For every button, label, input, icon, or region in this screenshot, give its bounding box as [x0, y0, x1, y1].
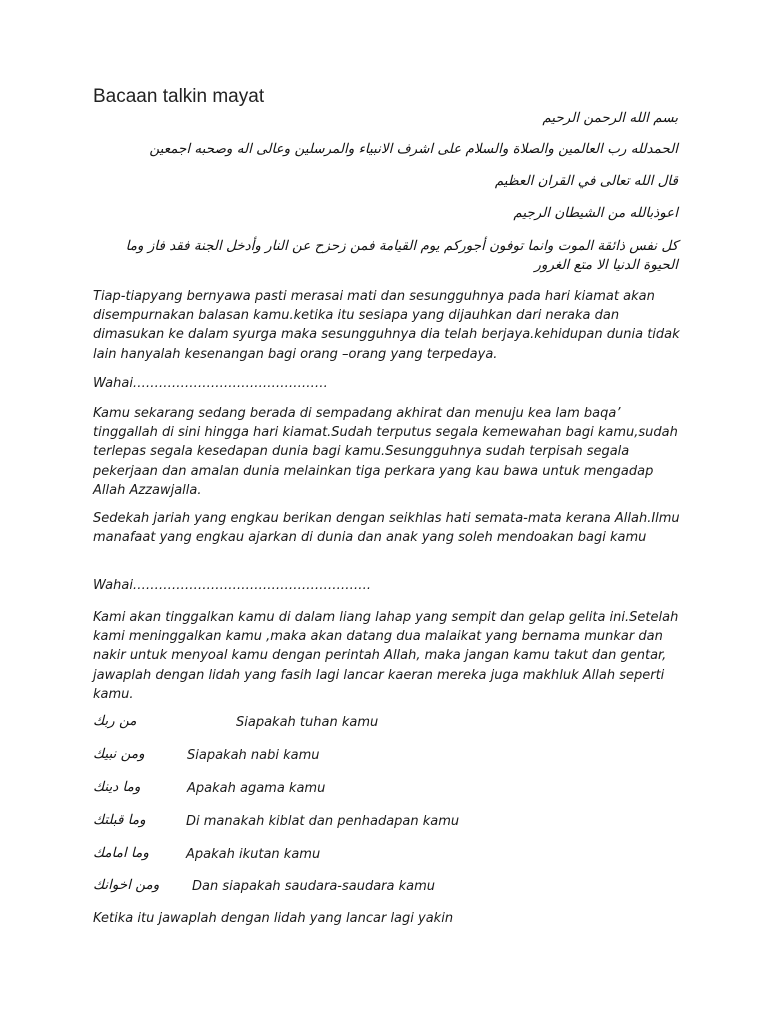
- arabic-qala-allah: قال الله تعالى في القران العظيم: [494, 173, 678, 189]
- question-arabic: وما قبلتك: [93, 812, 146, 828]
- question-arabic: وما دينك: [93, 779, 141, 795]
- arabic-basmalah: بسم الله الرحمن الرحيم: [542, 110, 678, 126]
- paragraph-wahai-2: Wahai……………………………………………….: [93, 578, 372, 593]
- question-arabic: ومن اخوانك: [93, 877, 160, 893]
- question-arabic: ومن نبيك: [93, 746, 145, 762]
- question-arabic: من ربك: [93, 713, 137, 729]
- paragraph-tiap-tiap: Tiap-tiapyang bernyawa pasti merasai mati dan sesungguhnya pada hari kiamat akan disempurnakan balasan kamu.ketika itu sesiapa yang dijauhkan dari neraka dan dimasukan ke dalam syurga maka sesungguhnya dia telah berjaya.kehidupan dunia tidak lain hanyalah kesenangan bagi orang –orang yang terpedaya.: [93, 289, 680, 362]
- question-row: [93, 845, 693, 865]
- paragraph-wahai-1: Wahai………………………………………: [93, 376, 328, 391]
- page-title: Bacaan talkin mayat: [93, 86, 265, 107]
- question-row: [93, 779, 693, 799]
- question-answer: Apakah ikutan kamu: [186, 847, 321, 862]
- arabic-hamdalah: الحمدلله رب العالمين والصلاة والسلام على اشرف الانبياء والمرسلين وعالى اله وصحبه اجمعين: [149, 141, 678, 157]
- question-answer: Apakah agama kamu: [187, 781, 326, 796]
- question-answer: Siapakah nabi kamu: [187, 748, 320, 763]
- question-row: [93, 812, 693, 832]
- question-answer: Siapakah tuhan kamu: [236, 715, 379, 730]
- question-row: [93, 746, 693, 766]
- arabic-taawwudh: اعوذبالله من الشيطان الرجيم: [513, 205, 678, 221]
- paragraph-kamu-sekarang: Kamu sekarang sedang berada di sempadang akhirat dan menuju kea lam baqa’ tinggallah di sini hingga hari kiamat.Sudah terputus segala kemewahan bagi kamu,sudah terlepas segala kesedapan dunia bagi kamu.Sesungguhnya sudah terpisah segala pekerjaan dan amalan dunia melainkan tiga perkara yang kau bawa untuk mengadap Allah Azzawjalla.: [93, 406, 678, 498]
- arabic-verse: كل نفس ذائقة الموت وانما توفون أجوركم يوم القيامة فمن زحزح عن النار وأدخل الجنة فقد فاز وما الحيوة الدنيا الا متع الغرور: [125, 238, 678, 273]
- closing-line: Ketika itu jawaplah dengan lidah yang lancar lagi yakin: [93, 911, 454, 926]
- question-answer: Di manakah kiblat dan penhadapan kamu: [186, 814, 460, 829]
- question-row: [93, 877, 693, 897]
- question-answer: Dan siapakah saudara-saudara kamu: [192, 879, 436, 894]
- paragraph-sedekah: Sedekah jariah yang engkau berikan dengan seikhlas hati semata-mata kerana Allah.Ilmu manafaat yang engkau ajarkan di dunia dan anak yang soleh mendoakan bagi kamu: [93, 511, 680, 546]
- question-arabic: وما امامك: [93, 845, 149, 861]
- paragraph-kami-akan: Kami akan tinggalkan kamu di dalam liang lahap yang sempit dan gelap gelita ini.Setelah kami meninggalkan kamu ,maka akan datang dua malaikat yang bernama munkar dan nakir untuk menyoal kamu dengan perintah Allah, maka jangan kamu takut dan gentar, jawaplah dengan lidah yang fasih lagi lancar kaeran mereka juga makhluk Allah seperti kamu.: [93, 610, 679, 702]
- question-row: [93, 713, 693, 733]
